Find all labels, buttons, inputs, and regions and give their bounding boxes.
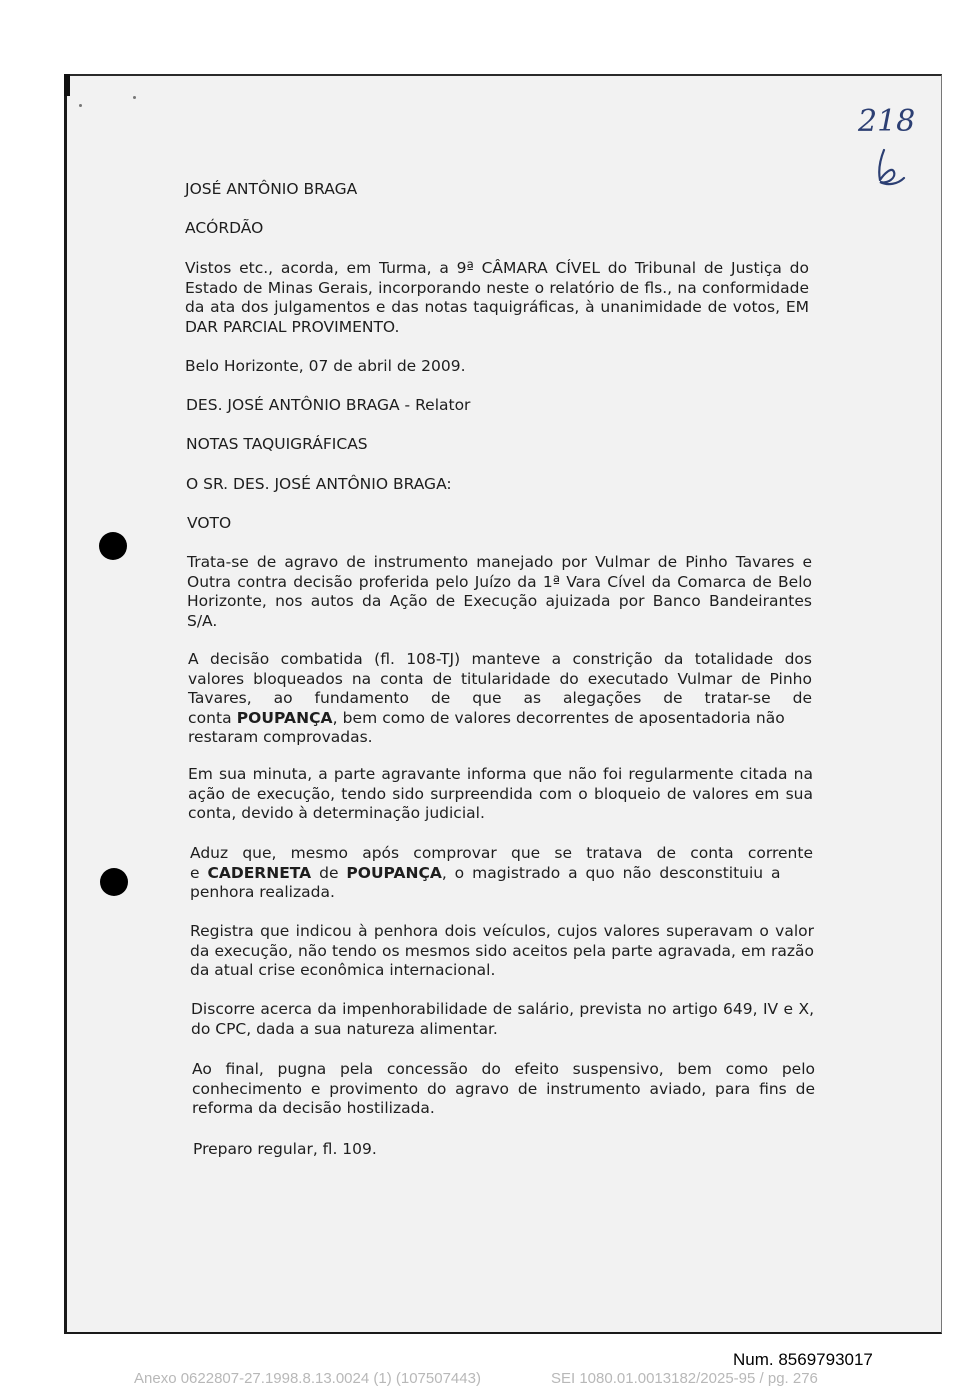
date-line: Belo Horizonte, 07 de abril de 2009. [185, 357, 466, 375]
text-segment: e [190, 863, 200, 882]
text-line: da execução, não tendo os mesmos sido aceitos pela parte agravada, em razão [190, 941, 814, 960]
paragraph-6 [191, 1000, 814, 1039]
paragraph-8: Preparo regular, fl. 109. [193, 1140, 377, 1158]
text-line: Em sua minuta, a parte agravante informa que não foi regularmente citada na [188, 765, 813, 783]
text-segment: de [319, 863, 339, 882]
text-line [190, 864, 813, 884]
highlight-term: POUPANÇA [236, 708, 333, 727]
text-line [188, 709, 812, 729]
text-segment: , bem como de valores decorrentes de aposentadoria não [332, 708, 785, 727]
speaker-line: O SR. DES. JOSÉ ANTÔNIO BRAGA: [186, 475, 452, 493]
scan-speck [133, 96, 136, 99]
text-line: Horizonte, nos autos da Ação de Execução ajuizada por Banco Bandeirantes [187, 592, 812, 610]
paragraph-7 [192, 1060, 815, 1119]
doc-type: ACÓRDÃO [185, 219, 264, 237]
text-line: da ata dos julgamentos e das notas taquigráficas, à unanimidade de votos, EM [185, 298, 809, 316]
scan-corner-mark [64, 74, 70, 96]
text-segment: conta [188, 708, 232, 727]
paragraph-5 [190, 922, 814, 981]
text-line: Estado de Minas Gerais, incorporando neste o relatório de fls., na conformidade [185, 278, 809, 297]
scan-speck [79, 104, 82, 107]
text-line: Trata-se de agravo de instrumento manejado por Vulmar de Pinho Tavares e [187, 553, 812, 571]
notes-title: NOTAS TAQUIGRÁFICAS [186, 435, 368, 453]
author-name: JOSÉ ANTÔNIO BRAGA [185, 180, 358, 198]
footer-sei-reference: SEI 1080.01.0013182/2025-95 / pg. 276 [551, 1370, 818, 1387]
text-line: valores bloqueados na conta de titularidade do executado Vulmar de Pinho [188, 669, 812, 688]
text-line: do CPC, dada a sua natureza alimentar. [191, 1019, 498, 1038]
text-line: DAR PARCIAL PROVIMENTO. [185, 317, 400, 336]
paragraph-3 [188, 765, 813, 824]
text-line: conta, devido à determinação judicial. [188, 804, 485, 822]
text-line: penhora realizada. [190, 883, 335, 901]
text-line: Tavares, ao fundamento de que as alegações de tratar-se de [188, 689, 812, 707]
footer-annex: Anexo 0622807-27.1998.8.13.0024 (1) (107507443) [134, 1370, 481, 1387]
text-line: Aduz que, mesmo após comprovar que se tratava de conta corrente [190, 844, 813, 862]
text-line: Vistos etc., acorda, em Turma, a 9ª CÂMARA CÍVEL do Tribunal de Justiça do [185, 259, 809, 277]
paragraph-4 [190, 844, 813, 903]
text-line: Registra que indicou à penhora dois veículos, cujos valores superavam o valor [190, 922, 814, 940]
punch-hole-top [99, 532, 127, 560]
text-line: ação de execução, tendo sido surpreendida com o bloqueio de valores em sua [188, 784, 813, 803]
text-line: reforma da decisão hostilizada. [192, 1099, 435, 1117]
text-line: S/A. [187, 611, 218, 630]
text-line: conhecimento e provimento do agravo de instrumento aviado, para fins de [192, 1079, 815, 1098]
relator-line: DES. JOSÉ ANTÔNIO BRAGA - Relator [186, 396, 471, 414]
handwritten-rubric-icon [870, 146, 910, 192]
text-line: restaram comprovadas. [188, 728, 373, 746]
punch-hole-bottom [100, 868, 128, 896]
text-segment: , o magistrado a quo não desconstituiu a [441, 863, 781, 882]
highlight-term: POUPANÇA [346, 863, 442, 882]
document-number: Num. 8569793017 [733, 1350, 873, 1369]
highlight-term: CADERNETA [207, 863, 312, 882]
voto-title: VOTO [187, 514, 232, 532]
folio-number: 218 [858, 104, 916, 139]
text-line: Outra contra decisão proferida pelo Juízo da 1ª Vara Cível da Comarca de Belo [187, 572, 812, 591]
text-line: Discorre acerca da impenhorabilidade de salário, prevista no artigo 649, IV e X, [191, 1000, 814, 1018]
paragraph-1 [187, 553, 812, 631]
text-line: A decisão combatida (fl. 108-TJ) manteve a constrição da totalidade dos [188, 650, 812, 668]
intro-paragraph [185, 259, 809, 337]
paragraph-2 [188, 650, 812, 748]
text-line: da atual crise econômica internacional. [190, 961, 496, 979]
text-line: Ao final, pugna pela concessão do efeito suspensivo, bem como pelo [192, 1060, 815, 1078]
